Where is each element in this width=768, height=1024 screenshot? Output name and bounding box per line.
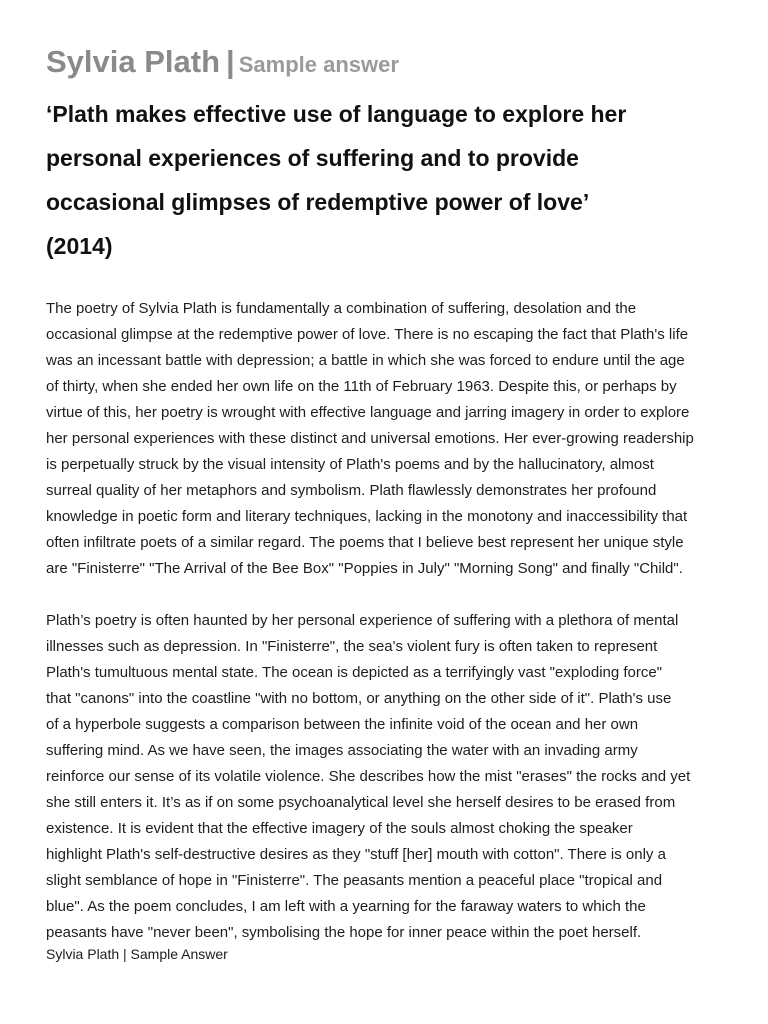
paragraph-line: knowledge in poetic form and literary techniques, lacking in the monotony and inaccessibility that — [46, 508, 688, 525]
paragraph-line: blue". As the poem concludes, I am left with a yearning for the faraway waters to which the — [46, 898, 646, 915]
paragraph-line: her personal experiences with these distinct and universal emotions. Her ever-growing readership — [46, 430, 694, 447]
document-header — [46, 42, 399, 88]
paragraph-line: virtue of this, her poetry is wrought with effective language and jarring imagery in order to explore — [46, 404, 690, 421]
document-page — [46, 0, 726, 1024]
paragraph-line: Plath's tumultuous mental state. The ocean is depicted as a terrifyingly vast "exploding force" — [46, 664, 663, 681]
page-footer: Sylvia Plath | Sample Answer — [46, 946, 228, 962]
paragraph-line: Plath’s poetry is often haunted by her personal experience of suffering with a plethora of mental — [46, 612, 679, 629]
paragraph-line: of a hyperbole suggests a comparison between the infinite void of the ocean and her own — [46, 716, 639, 733]
paragraph-line: that "canons" into the coastline "with no bottom, or anything on the other side of it". Plath's use — [46, 690, 672, 707]
header-subtitle: Sample answer — [238, 52, 399, 77]
paragraph-line: are "Finisterre" "The Arrival of the Bee Box" "Poppies in July" "Morning Song" and finally "Child". — [46, 560, 683, 577]
essay-title-line: personal experiences of suffering and to provide — [46, 145, 579, 171]
paragraph-line: peasants have "never been", symbolising the hope for inner peace within the poet herself. — [46, 924, 642, 941]
paragraph-line: often infiltrate poets of a similar regard. The poems that I believe best represent her unique style — [46, 534, 684, 551]
essay-title-line: ‘Plath makes effective use of language to explore her — [46, 101, 627, 127]
essay-title — [46, 92, 726, 268]
header-title: Sylvia Plath — [46, 44, 221, 79]
paragraph-line: suffering mind. As we have seen, the images associating the water with an invading army — [46, 742, 638, 759]
paragraph-line: surreal quality of her metaphors and symbolism. Plath flawlessly demonstrates her profound — [46, 482, 657, 499]
paragraph-line: is perpetually struck by the visual intensity of Plath's poems and by the hallucinatory, almost — [46, 456, 654, 473]
paragraph-line: The poetry of Sylvia Plath is fundamentally a combination of suffering, desolation and the — [46, 300, 637, 317]
paragraph-line: existence. It is evident that the effective imagery of the souls almost choking the speaker — [46, 820, 633, 837]
essay-title-line: occasional glimpses of redemptive power of love’ — [46, 189, 590, 215]
essay-title-line: (2014) — [46, 233, 113, 259]
paragraph-line: illnesses such as depression. In "Finisterre", the sea's violent fury is often taken to represent — [46, 638, 658, 655]
paragraph-line: occasional glimpse at the redemptive power of love. There is no escaping the fact that Plath's life — [46, 326, 689, 343]
paragraph-line: slight semblance of hope in "Finisterre". The peasants mention a peaceful place "tropical and — [46, 872, 663, 889]
paragraph-line: she still enters it. It’s as if on some psychoanalytical level she herself desires to be erased from — [46, 794, 676, 811]
paragraph-finisterre — [46, 608, 736, 946]
header-separator: | — [226, 44, 235, 79]
paragraph-line: was an incessant battle with depression; a battle in which she was forced to endure until the age — [46, 352, 685, 369]
paragraph-line: highlight Plath's self-destructive desires as they "stuff [her] mouth with cotton". There is only a — [46, 846, 666, 863]
paragraph-introduction — [46, 296, 736, 582]
paragraph-line: reinforce our sense of its volatile violence. She describes how the mist "erases" the rocks and yet — [46, 768, 691, 785]
paragraph-line: of thirty, when she ended her own life on the 11th of February 1963. Despite this, or perhaps by — [46, 378, 677, 395]
